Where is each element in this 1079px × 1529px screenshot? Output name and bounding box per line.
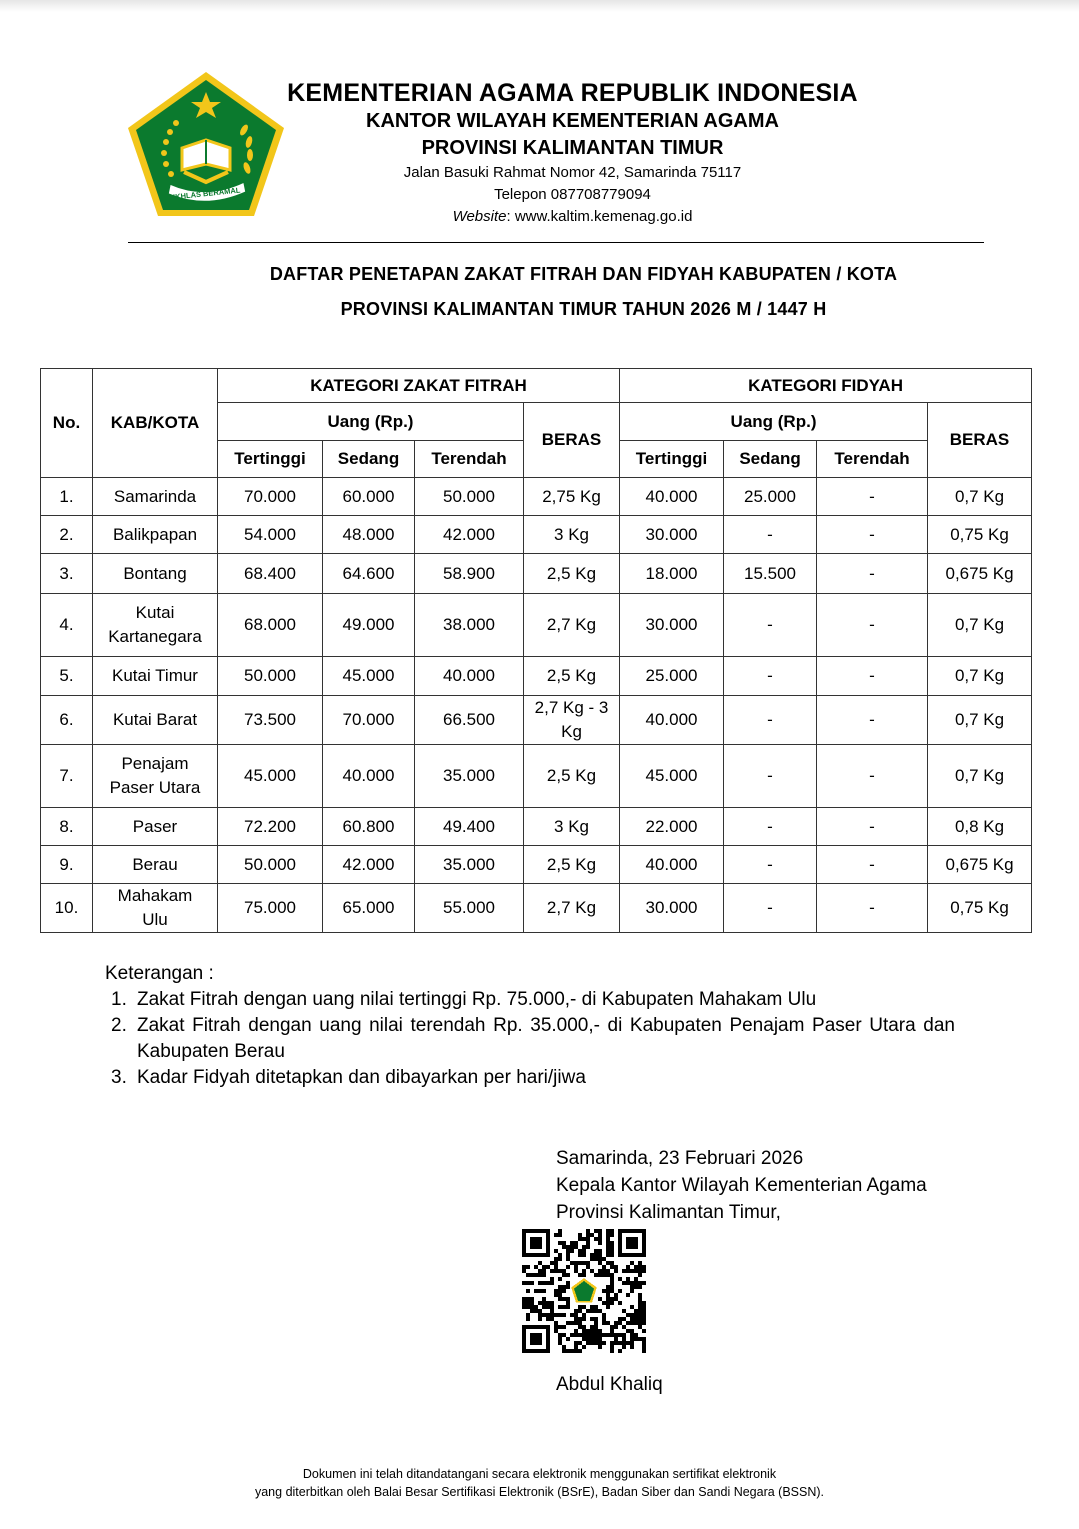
kab-kota: Berau [93, 846, 218, 884]
zakat-tertinggi: 68.400 [218, 554, 323, 594]
header-fidyah-beras: BERAS [928, 403, 1032, 478]
table-row [41, 884, 1032, 933]
zakat-terendah: 42.000 [415, 516, 524, 554]
signer-position-1: Kepala Kantor Wilayah Kementerian Agama [556, 1175, 927, 1196]
fidyah-beras: 0,75 Kg [928, 516, 1032, 554]
fidyah-tertinggi: 30.000 [620, 516, 724, 554]
fidyah-terendah: - [817, 594, 928, 657]
footer-line-2: yang diterbitkan oleh Balai Besar Sertifikasi Elektronik (BSrE), Badan Siber dan Sandi Negara (BSSN). [254, 1485, 825, 1499]
zakat-terendah: 49.400 [415, 808, 524, 846]
table-row [41, 516, 1032, 554]
kemenag-logo-icon [126, 70, 286, 218]
zakat-terendah: 40.000 [415, 657, 524, 696]
zakat-tertinggi: 54.000 [218, 516, 323, 554]
place-date: Samarinda, 23 Februari 2026 [556, 1148, 804, 1169]
row-number: 7. [41, 745, 93, 808]
fidyah-terendah: - [817, 657, 928, 696]
zakat-terendah: 38.000 [415, 594, 524, 657]
row-number: 10. [41, 884, 93, 933]
qr-code-icon[interactable] [522, 1229, 646, 1353]
zakat-tertinggi: 50.000 [218, 846, 323, 884]
note-item [111, 987, 955, 1013]
fidyah-sedang: - [724, 657, 817, 696]
kab-kota: Mahakam Ulu [93, 884, 218, 933]
fidyah-beras: 0,675 Kg [928, 554, 1032, 594]
fidyah-tertinggi: 45.000 [620, 745, 724, 808]
note-text: Kadar Fidyah ditetapkan dan dibayarkan per hari/jiwa [137, 1067, 586, 1088]
zakat-sedang: 42.000 [323, 846, 415, 884]
zakat-beras: 3 Kg [524, 808, 620, 846]
zakat-terendah: 55.000 [415, 884, 524, 933]
note-text: Zakat Fitrah dengan uang nilai terendah Rp. 35.000,- di Kabupaten Penajam Paser Utara dan Kabupaten Berau [137, 1015, 955, 1062]
zakat-terendah: 66.500 [415, 696, 524, 745]
fidyah-beras: 0,7 Kg [928, 594, 1032, 657]
fidyah-sedang: - [724, 884, 817, 933]
zakat-sedang: 60.800 [323, 808, 415, 846]
fidyah-beras: 0,7 Kg [928, 657, 1032, 696]
signature-block [556, 1145, 927, 1226]
table-row [41, 745, 1032, 808]
header-kategori-zakat: KATEGORI ZAKAT FITRAH [218, 369, 620, 403]
office-name: KANTOR WILAYAH KEMENTERIAN AGAMA [366, 110, 779, 132]
address: Jalan Basuki Rahmat Nomor 42, Samarinda 75117 [403, 164, 742, 181]
header-zakat-terendah: Terendah [415, 441, 524, 478]
header-zakat-sedang: Sedang [323, 441, 415, 478]
zakat-sedang: 70.000 [323, 696, 415, 745]
row-number: 8. [41, 808, 93, 846]
zakat-beras: 2,5 Kg [524, 846, 620, 884]
phone: Telepon 087708779094 [494, 186, 651, 203]
fidyah-beras: 0,7 Kg [928, 745, 1032, 808]
signer-position-2: Provinsi Kalimantan Timur, [556, 1202, 781, 1223]
fidyah-tertinggi: 25.000 [620, 657, 724, 696]
fidyah-beras: 0,75 Kg [928, 884, 1032, 933]
header-zakat-tertinggi: Tertinggi [218, 441, 323, 478]
zakat-tertinggi: 70.000 [218, 478, 323, 516]
zakat-beras: 2,75 Kg [524, 478, 620, 516]
kab-kota: Balikpapan [93, 516, 218, 554]
website-value[interactable]: : www.kaltim.kemenag.go.id [506, 208, 693, 225]
zakat-sedang: 45.000 [323, 657, 415, 696]
zakat-beras: 2,7 Kg [524, 884, 620, 933]
table-row [41, 594, 1032, 657]
zakat-beras: 2,5 Kg [524, 657, 620, 696]
document-title-line2: PROVINSI KALIMANTAN TIMUR TAHUN 2026 M / 1447 H [340, 299, 827, 319]
footer-line-1: Dokumen ini telah ditandatangani secara elektronik menggunakan sertifikat elektronik [302, 1467, 777, 1481]
document-title-line1: DAFTAR PENETAPAN ZAKAT FITRAH DAN FIDYAH KABUPATEN / KOTA [269, 264, 898, 284]
province-name: PROVINSI KALIMANTAN TIMUR [421, 137, 724, 159]
fidyah-terendah: - [817, 808, 928, 846]
kab-kota: Kutai Barat [93, 696, 218, 745]
zakat-tertinggi: 72.200 [218, 808, 323, 846]
header-zakat-uang: Uang (Rp.) [218, 403, 524, 441]
zakat-tertinggi: 68.000 [218, 594, 323, 657]
fidyah-terendah: - [817, 846, 928, 884]
fidyah-tertinggi: 40.000 [620, 846, 724, 884]
fidyah-terendah: - [817, 745, 928, 808]
kab-kota: Paser [93, 808, 218, 846]
website-label: Website [452, 208, 507, 225]
note-text: Zakat Fitrah dengan uang nilai tertinggi Rp. 75.000,- di Kabupaten Mahakam Ulu [137, 989, 817, 1010]
kab-kota: Penajam Paser Utara [93, 745, 218, 808]
header-fidyah-sedang: Sedang [724, 441, 817, 478]
fidyah-sedang: - [724, 745, 817, 808]
fidyah-tertinggi: 30.000 [620, 594, 724, 657]
note-number: 3. [111, 1067, 127, 1088]
fidyah-sedang: 25.000 [724, 478, 817, 516]
header-fidyah-tertinggi: Tertinggi [620, 441, 724, 478]
fidyah-sedang: - [724, 516, 817, 554]
fidyah-terendah: - [817, 696, 928, 745]
zakat-beras: 2,7 Kg - 3 Kg [524, 696, 620, 745]
row-number: 9. [41, 846, 93, 884]
header-fidyah-terendah: Terendah [817, 441, 928, 478]
logo-ribbon-text: IKHLAS BERAMAL [172, 185, 241, 202]
zakat-sedang: 48.000 [323, 516, 415, 554]
zakat-fidyah-table [40, 368, 1032, 933]
zakat-sedang: 60.000 [323, 478, 415, 516]
header-kategori-fidyah: KATEGORI FIDYAH [620, 369, 1032, 403]
note-item [111, 1065, 955, 1091]
letterhead [270, 78, 875, 228]
zakat-sedang: 40.000 [323, 745, 415, 808]
table-row [41, 696, 1032, 745]
zakat-tertinggi: 73.500 [218, 696, 323, 745]
zakat-beras: 2,7 Kg [524, 594, 620, 657]
fidyah-beras: 0,7 Kg [928, 696, 1032, 745]
fidyah-tertinggi: 40.000 [620, 478, 724, 516]
table-row [41, 808, 1032, 846]
table-row [41, 657, 1032, 696]
zakat-beras: 2,5 Kg [524, 554, 620, 594]
fidyah-sedang: - [724, 808, 817, 846]
row-number: 1. [41, 478, 93, 516]
header-kab-kota: KAB/KOTA [93, 369, 218, 478]
fidyah-tertinggi: 22.000 [620, 808, 724, 846]
row-number: 2. [41, 516, 93, 554]
e-signature-footer [0, 1465, 1079, 1501]
note-number: 1. [111, 989, 127, 1010]
kab-kota: Samarinda [93, 478, 218, 516]
fidyah-beras: 0,8 Kg [928, 808, 1032, 846]
header-zakat-beras: BERAS [524, 403, 620, 478]
zakat-sedang: 64.600 [323, 554, 415, 594]
notes-heading: Keterangan : [105, 963, 214, 984]
website [270, 206, 875, 228]
table-row [41, 478, 1032, 516]
zakat-sedang: 49.000 [323, 594, 415, 657]
zakat-terendah: 50.000 [415, 478, 524, 516]
header-fidyah-uang: Uang (Rp.) [620, 403, 928, 441]
kab-kota: Bontang [93, 554, 218, 594]
fidyah-sedang: 15.500 [724, 554, 817, 594]
signer-name: Abdul Khaliq [556, 1374, 663, 1395]
zakat-terendah: 35.000 [415, 745, 524, 808]
note-number: 2. [111, 1015, 127, 1036]
fidyah-sedang: - [724, 696, 817, 745]
fidyah-terendah: - [817, 554, 928, 594]
header-no: No. [41, 369, 93, 478]
top-edge-shade [0, 0, 1079, 12]
row-number: 5. [41, 657, 93, 696]
fidyah-tertinggi: 18.000 [620, 554, 724, 594]
kab-kota: Kutai Kartanegara [93, 594, 218, 657]
zakat-beras: 2,5 Kg [524, 745, 620, 808]
row-number: 6. [41, 696, 93, 745]
note-item [111, 1013, 955, 1065]
fidyah-tertinggi: 40.000 [620, 696, 724, 745]
zakat-terendah: 58.900 [415, 554, 524, 594]
fidyah-tertinggi: 30.000 [620, 884, 724, 933]
zakat-terendah: 35.000 [415, 846, 524, 884]
row-number: 3. [41, 554, 93, 594]
fidyah-beras: 0,7 Kg [928, 478, 1032, 516]
ministry-name: KEMENTERIAN AGAMA REPUBLIK INDONESIA [287, 79, 858, 107]
zakat-tertinggi: 45.000 [218, 745, 323, 808]
zakat-sedang: 65.000 [323, 884, 415, 933]
fidyah-terendah: - [817, 884, 928, 933]
fidyah-beras: 0,675 Kg [928, 846, 1032, 884]
notes-section [105, 961, 955, 1091]
table-row [41, 554, 1032, 594]
kab-kota: Kutai Timur [93, 657, 218, 696]
fidyah-terendah: - [817, 516, 928, 554]
row-number: 4. [41, 594, 93, 657]
header-divider [128, 242, 984, 243]
fidyah-terendah: - [817, 478, 928, 516]
fidyah-sedang: - [724, 846, 817, 884]
fidyah-sedang: - [724, 594, 817, 657]
zakat-beras: 3 Kg [524, 516, 620, 554]
zakat-tertinggi: 75.000 [218, 884, 323, 933]
table-row [41, 846, 1032, 884]
zakat-tertinggi: 50.000 [218, 657, 323, 696]
